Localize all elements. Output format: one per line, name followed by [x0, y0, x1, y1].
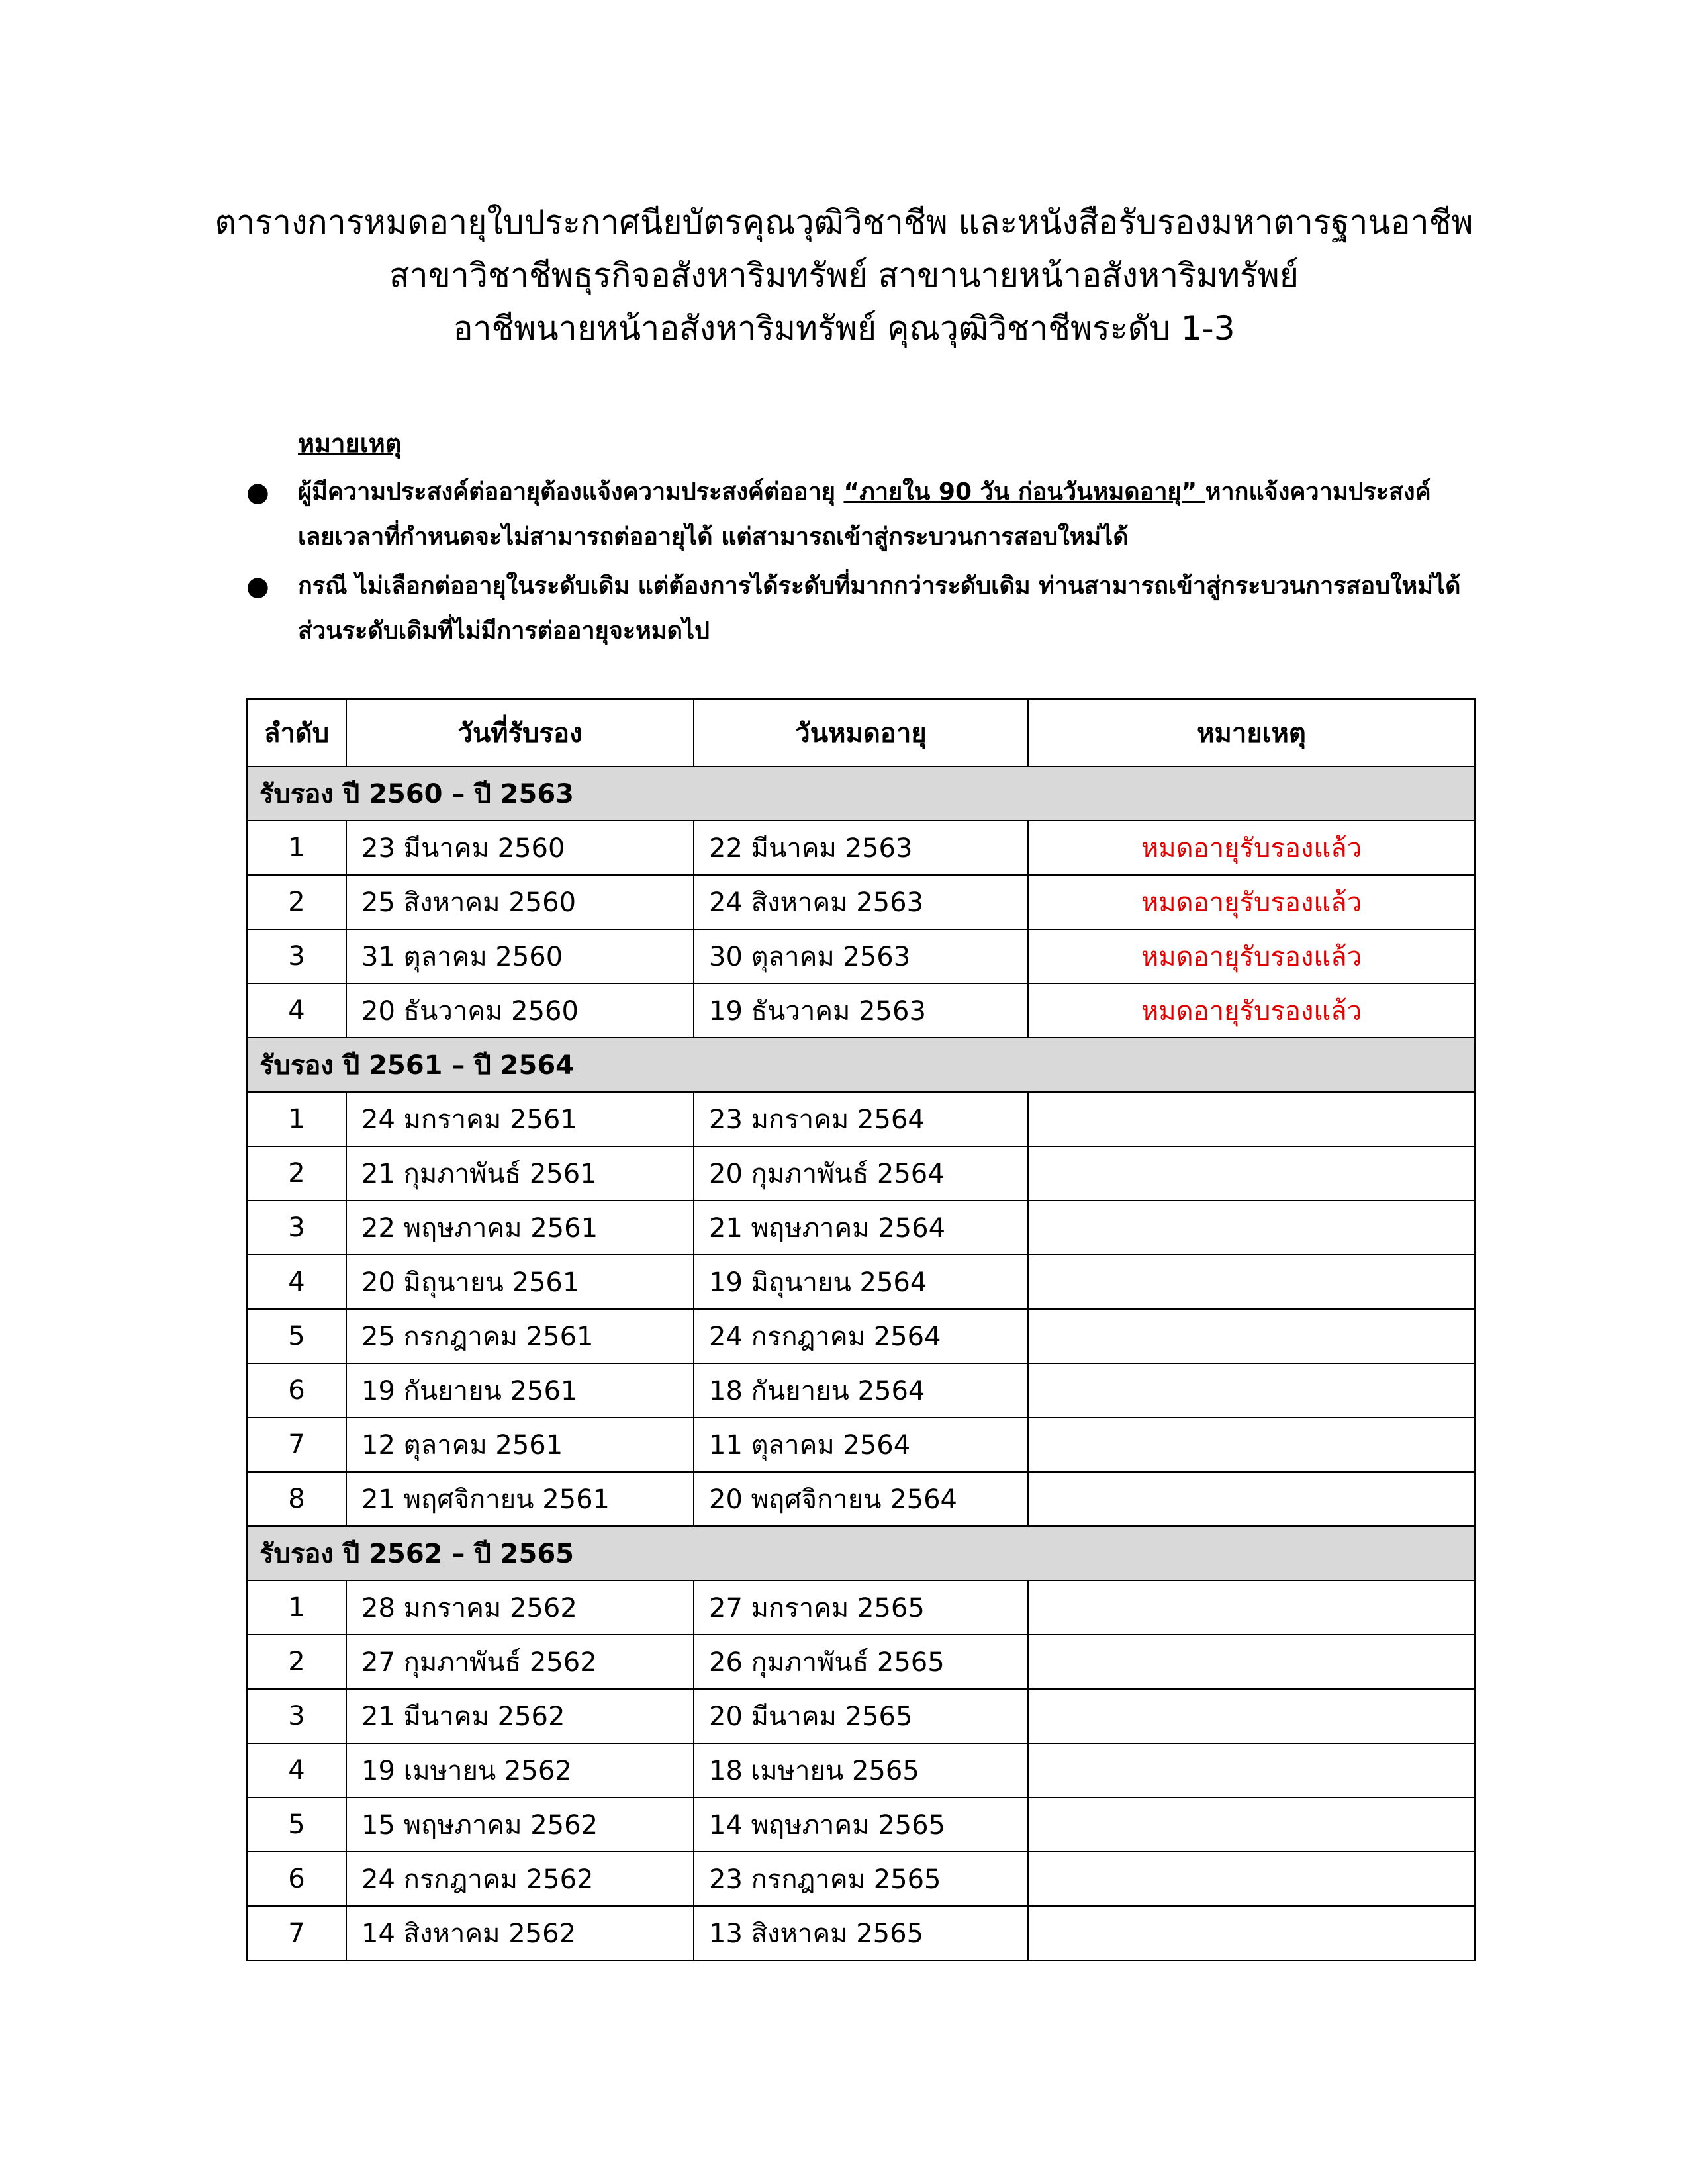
- bullet-icon: ●: [246, 571, 269, 602]
- cell-no: 3: [247, 929, 346, 983]
- note-suffix: หากแจ้งความประสงค์: [1205, 478, 1431, 506]
- cell-remark: [1028, 1689, 1475, 1743]
- cell-no: 7: [247, 1418, 346, 1472]
- cell-expiry-date: 30 ตุลาคม 2563: [694, 929, 1028, 983]
- cell-remark: [1028, 1201, 1475, 1255]
- cell-remark: [1028, 1146, 1475, 1201]
- cell-no: 5: [247, 1309, 346, 1363]
- header-remark: หมายเหตุ: [1028, 699, 1475, 766]
- cell-remark: [1028, 1255, 1475, 1309]
- cell-certified-date: 27 กุมภาพันธ์ 2562: [346, 1635, 694, 1689]
- document-title: [0, 196, 1688, 355]
- cell-expiry-date: 24 กรกฎาคม 2564: [694, 1309, 1028, 1363]
- cell-expiry-date: 23 กรกฎาคม 2565: [694, 1852, 1028, 1906]
- cell-expiry-date: 21 พฤษภาคม 2564: [694, 1201, 1028, 1255]
- note-line: กรณี ไม่เลือกต่ออายุในระดับเดิม แต่ต้องการได้ระดับที่มากกว่าระดับเดิม ท่านสามารถเข้าสู่กระบวนการสอบใหม่ได้: [298, 572, 1461, 600]
- cell-certified-date: 19 เมษายน 2562: [346, 1743, 694, 1797]
- cell-no: 3: [247, 1201, 346, 1255]
- cell-certified-date: 25 กรกฎาคม 2561: [346, 1309, 694, 1363]
- cell-no: 5: [247, 1797, 346, 1852]
- table-row: [247, 1363, 1475, 1418]
- cell-expiry-date: 22 มีนาคม 2563: [694, 821, 1028, 875]
- table-row: [247, 983, 1475, 1038]
- cell-certified-date: 12 ตุลาคม 2561: [346, 1418, 694, 1472]
- cell-no: 7: [247, 1906, 346, 1960]
- cell-expiry-date: 20 พฤศจิกายน 2564: [694, 1472, 1028, 1526]
- cell-certified-date: 19 กันยายน 2561: [346, 1363, 694, 1418]
- cell-certified-date: 15 พฤษภาคม 2562: [346, 1797, 694, 1852]
- cell-certified-date: 23 มีนาคม 2560: [346, 821, 694, 875]
- table-row: [247, 1309, 1475, 1363]
- cell-remark: [1028, 1906, 1475, 1960]
- cell-no: 6: [247, 1363, 346, 1418]
- table-row: [247, 1472, 1475, 1526]
- cell-certified-date: 24 กรกฎาคม 2562: [346, 1852, 694, 1906]
- expiry-table: [246, 698, 1476, 1961]
- cell-no: 1: [247, 1092, 346, 1146]
- cell-certified-date: 20 ธันวาคม 2560: [346, 983, 694, 1038]
- cell-certified-date: 25 สิงหาคม 2560: [346, 875, 694, 929]
- cell-remark: [1028, 1363, 1475, 1418]
- title-line-1: ตารางการหมดอายุใบประกาศนียบัตรคุณวุฒิวิชาชีพ และหนังสือรับรองมหาตารฐานอาชีพ: [214, 203, 1474, 242]
- cell-remark: [1028, 1472, 1475, 1526]
- cell-remark: [1028, 1092, 1475, 1146]
- cell-expiry-date: 14 พฤษภาคม 2565: [694, 1797, 1028, 1852]
- table-row: [247, 821, 1475, 875]
- table-row: [247, 1797, 1475, 1852]
- cell-expiry-date: 23 มกราคม 2564: [694, 1092, 1028, 1146]
- cell-no: 2: [247, 875, 346, 929]
- title-line-2: สาขาวิชาชีพธุรกิจอสังหาริมทรัพย์ สาขานายหน้าอสังหาริมทรัพย์: [389, 256, 1299, 295]
- cell-no: 1: [247, 1580, 346, 1635]
- group-label: รับรอง ปี 2562 – ปี 2565: [247, 1526, 1475, 1580]
- cell-certified-date: 20 มิถุนายน 2561: [346, 1255, 694, 1309]
- cell-expiry-date: 26 กุมภาพันธ์ 2565: [694, 1635, 1028, 1689]
- cell-expiry-date: 18 กันยายน 2564: [694, 1363, 1028, 1418]
- header-certified-date: วันที่รับรอง: [346, 699, 694, 766]
- group-label: รับรอง ปี 2561 – ปี 2564: [247, 1038, 1475, 1092]
- table-row: [247, 1906, 1475, 1960]
- cell-expiry-date: 11 ตุลาคม 2564: [694, 1418, 1028, 1472]
- cell-remark: [1028, 1418, 1475, 1472]
- cell-no: 4: [247, 1743, 346, 1797]
- note-prefix: ผู้มีความประสงค์ต่ออายุต้องแจ้งความประสงค์ต่ออายุ: [298, 478, 844, 506]
- cell-expiry-date: 27 มกราคม 2565: [694, 1580, 1028, 1635]
- cell-expiry-date: 24 สิงหาคม 2563: [694, 875, 1028, 929]
- cell-no: 3: [247, 1689, 346, 1743]
- cell-certified-date: 14 สิงหาคม 2562: [346, 1906, 694, 1960]
- cell-no: 4: [247, 1255, 346, 1309]
- table-row: [247, 1852, 1475, 1906]
- group-row: [247, 1526, 1475, 1580]
- cell-expiry-date: 13 สิงหาคม 2565: [694, 1906, 1028, 1960]
- table-row: [247, 1092, 1475, 1146]
- cell-remark: [1028, 1743, 1475, 1797]
- cell-certified-date: 21 พฤศจิกายน 2561: [346, 1472, 694, 1526]
- table-row: [247, 1635, 1475, 1689]
- table-row: [247, 1580, 1475, 1635]
- cell-remark: หมดอายุรับรองแล้ว: [1028, 875, 1475, 929]
- cell-expiry-date: 20 กุมภาพันธ์ 2564: [694, 1146, 1028, 1201]
- cell-remark: [1028, 1797, 1475, 1852]
- table-row: [247, 1743, 1475, 1797]
- table-row: [247, 1255, 1475, 1309]
- table-row: [247, 929, 1475, 983]
- cell-remark: หมดอายุรับรองแล้ว: [1028, 929, 1475, 983]
- table-header-row: [247, 699, 1475, 766]
- cell-remark: หมดอายุรับรองแล้ว: [1028, 983, 1475, 1038]
- cell-certified-date: 22 พฤษภาคม 2561: [346, 1201, 694, 1255]
- cell-remark: [1028, 1309, 1475, 1363]
- table-row: [247, 1418, 1475, 1472]
- cell-remark: [1028, 1852, 1475, 1906]
- note-text: [298, 470, 1489, 560]
- cell-no: 8: [247, 1472, 346, 1526]
- cell-certified-date: 21 มีนาคม 2562: [346, 1689, 694, 1743]
- cell-remark: หมดอายุรับรองแล้ว: [1028, 821, 1475, 875]
- table-row: [247, 1689, 1475, 1743]
- cell-expiry-date: 19 มิถุนายน 2564: [694, 1255, 1028, 1309]
- cell-no: 6: [247, 1852, 346, 1906]
- table-body: [247, 766, 1475, 1960]
- header-expiry-date: วันหมดอายุ: [694, 699, 1028, 766]
- bullet-icon: ●: [246, 477, 269, 508]
- cell-remark: [1028, 1635, 1475, 1689]
- cell-expiry-date: 19 ธันวาคม 2563: [694, 983, 1028, 1038]
- note-line: [298, 470, 1489, 515]
- table-row: [247, 1201, 1475, 1255]
- note-line: ส่วนระดับเดิมที่ไม่มีการต่ออายุจะหมดไป: [298, 617, 710, 645]
- cell-no: 1: [247, 821, 346, 875]
- cell-no: 4: [247, 983, 346, 1038]
- cell-expiry-date: 18 เมษายน 2565: [694, 1743, 1028, 1797]
- note-emphasis: “ภายใน 90 วัน ก่อนวันหมดอายุ”: [843, 478, 1205, 506]
- group-label: รับรอง ปี 2560 – ปี 2563: [247, 766, 1475, 821]
- cell-no: 2: [247, 1635, 346, 1689]
- notes-heading: หมายเหตุ: [298, 429, 402, 458]
- cell-remark: [1028, 1580, 1475, 1635]
- cell-certified-date: 28 มกราคม 2562: [346, 1580, 694, 1635]
- cell-certified-date: 21 กุมภาพันธ์ 2561: [346, 1146, 694, 1201]
- header-no: ลำดับ: [247, 699, 346, 766]
- cell-certified-date: 24 มกราคม 2561: [346, 1092, 694, 1146]
- group-row: [247, 766, 1475, 821]
- title-line-3: อาชีพนายหน้าอสังหาริมทรัพย์ คุณวุฒิวิชาชีพระดับ 1-3: [453, 309, 1235, 347]
- group-row: [247, 1038, 1475, 1092]
- note-line: เลยเวลาที่กำหนดจะไม่สามารถต่ออายุได้ แต่สามารถเข้าสู่กระบวนการสอบใหม่ได้: [298, 523, 1129, 551]
- cell-no: 2: [247, 1146, 346, 1201]
- note-text: [298, 564, 1489, 654]
- cell-expiry-date: 20 มีนาคม 2565: [694, 1689, 1028, 1743]
- table-row: [247, 875, 1475, 929]
- table-row: [247, 1146, 1475, 1201]
- cell-certified-date: 31 ตุลาคม 2560: [346, 929, 694, 983]
